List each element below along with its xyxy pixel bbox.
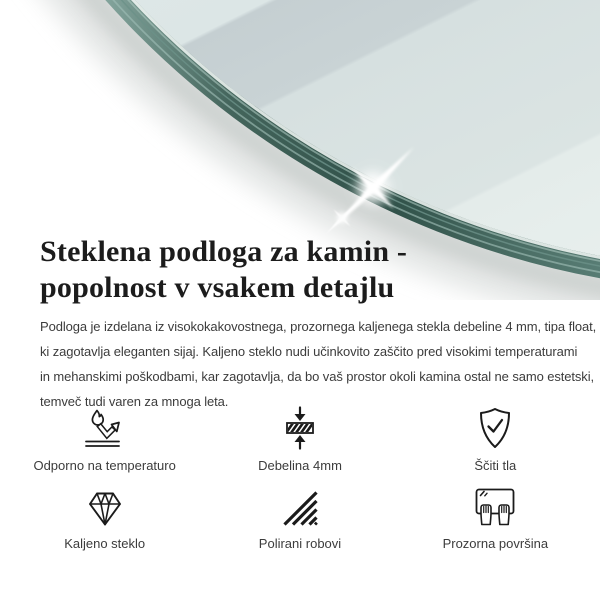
thickness-4mm-icon — [280, 404, 320, 450]
shield-check-icon — [475, 404, 515, 450]
tempered-glass-diamond-icon — [85, 482, 125, 528]
feature-label: Prozorna površina — [442, 536, 549, 551]
page-title-line-1: Steklena podloga za kamin - — [40, 235, 408, 268]
intro-line: Podloga je izdelana iz visokokakovostnega, prozornega kaljenega stekla debeline 4 mm, tipa float, — [40, 319, 597, 334]
feature-label: Ščiti tla — [474, 458, 517, 473]
heat-resistant-icon — [83, 404, 127, 450]
feature-floor-protection — [398, 404, 593, 473]
intro-paragraph — [40, 314, 596, 414]
intro-line: ki zagotavlja eleganten sijaj. Kaljeno steklo nudi učinkovito zaščito pred visokimi temperaturami — [40, 344, 578, 359]
feature-label: Kaljeno steklo — [64, 536, 146, 551]
feature-transparent-surface — [398, 482, 593, 551]
intro-line: in mehanskimi poškodbami, kar zagotavlja, da bo vaš prostor okoli kamina ostal ne samo estetski, — [40, 369, 595, 384]
feature-heat-resistant — [7, 404, 202, 473]
feature-polished-edges — [202, 482, 397, 551]
feature-label: Debelina 4mm — [258, 458, 342, 473]
transparent-surface-hands-icon — [471, 482, 519, 528]
feature-thickness — [202, 404, 397, 473]
feature-label: Odporno na temperaturo — [33, 458, 176, 473]
polished-edges-icon — [280, 482, 320, 528]
feature-tempered-glass — [7, 482, 202, 551]
feature-label: Polirani robovi — [258, 536, 342, 551]
page-title-line-2: popolnost v vsakem detajlu — [40, 271, 395, 304]
intro-line: temveč tudi varen za mnoga leta. — [40, 394, 229, 409]
page-title — [40, 234, 520, 306]
feature-grid — [7, 404, 593, 551]
